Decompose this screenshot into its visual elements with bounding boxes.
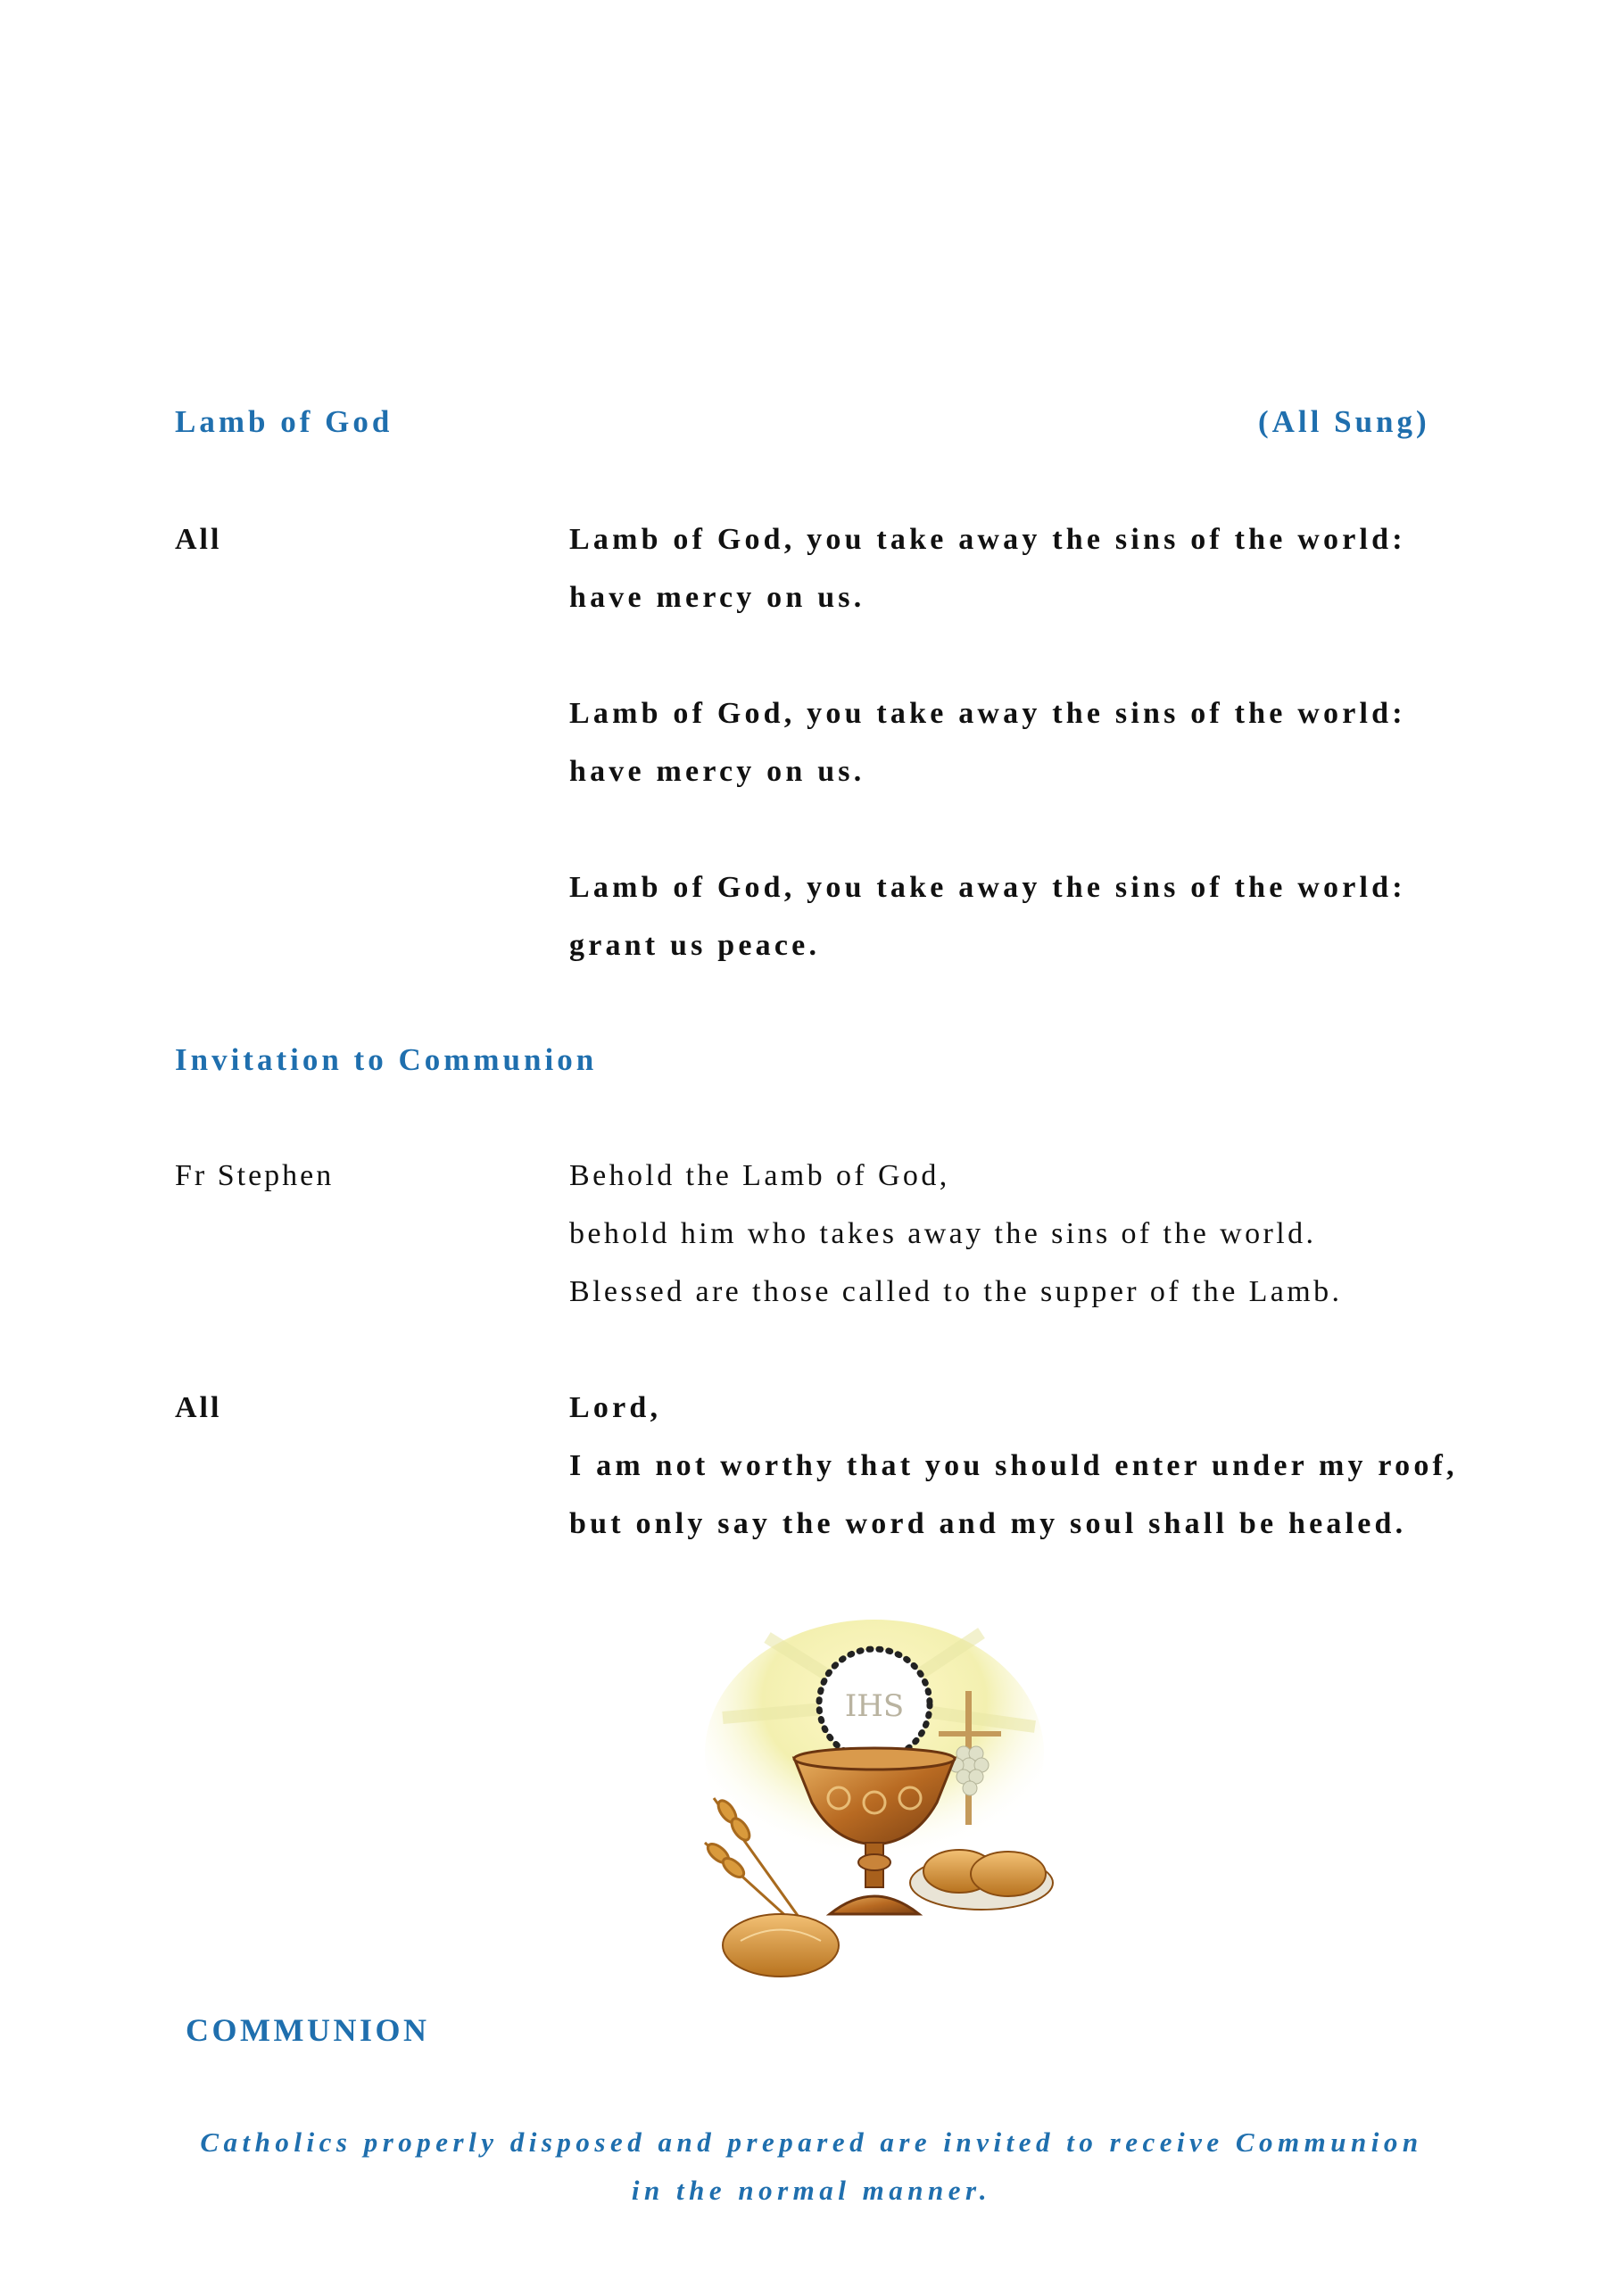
speaker-all-2: All: [175, 1391, 222, 1424]
priest-line-3: Blessed are those called to the supper of the Lamb.: [569, 1275, 1343, 1308]
lamb-line-3: Lamb of God, you take away the sins of the world:: [569, 697, 1406, 730]
host-ihs-text: IHS: [844, 1688, 905, 1724]
people-line-1: Lord,: [569, 1391, 662, 1424]
lamb-line-1: Lamb of God, you take away the sins of the world:: [569, 523, 1406, 556]
people-line-3: but only say the word and my soul shall be healed.: [569, 1507, 1407, 1540]
priest-line-2: behold him who takes away the sins of the world.: [569, 1217, 1317, 1250]
all-sung-note: (All Sung): [1258, 404, 1430, 439]
lamb-line-4: have mercy on us.: [569, 755, 865, 788]
speaker-all-1: All: [175, 523, 222, 556]
speaker-fr-stephen: Fr Stephen: [175, 1159, 335, 1192]
lamb-line-5: Lamb of God, you take away the sins of the world:: [569, 871, 1406, 904]
invitation-heading: Invitation to Communion: [175, 1042, 598, 1077]
communion-note-line-1: Catholics properly disposed and prepared are invited to receive Communion: [200, 2126, 1423, 2158]
lamb-of-god-heading: Lamb of God: [175, 404, 393, 439]
chalice-host-illustration: [696, 1620, 1089, 1994]
lamb-line-2: have mercy on us.: [569, 581, 865, 614]
people-line-2: I am not worthy that you should enter under my roof,: [569, 1449, 1458, 1482]
priest-line-1: Behold the Lamb of God,: [569, 1159, 950, 1192]
lamb-line-6: grant us peace.: [569, 929, 821, 962]
communion-heading: COMMUNION: [186, 2012, 430, 2048]
communion-note-line-2: in the normal manner.: [631, 2175, 992, 2206]
